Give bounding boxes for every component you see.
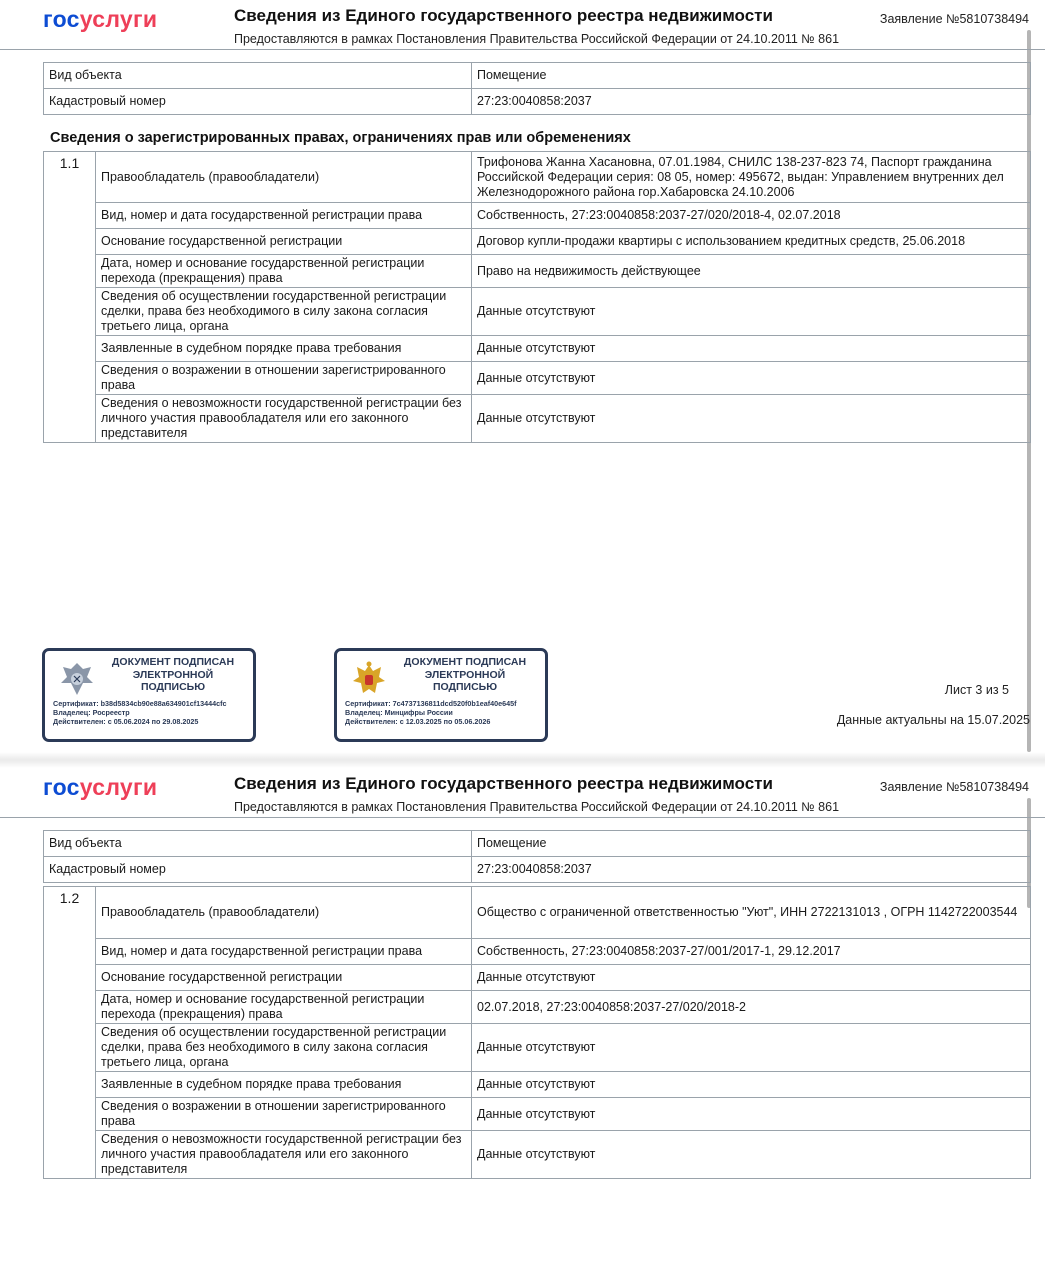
signature-stamp-mincifry (334, 648, 548, 742)
table-row (44, 63, 1031, 89)
cadastral-number-label: Кадастровый номер (44, 89, 472, 115)
cadastral-number-value: 27:23:0040858:2037 (472, 857, 1031, 883)
transfer-label: Дата, номер и основание государственной регистрации перехода (прекращения) права (96, 991, 472, 1024)
table-row (44, 1131, 1031, 1179)
objection-value: Данные отсутствуют (472, 362, 1031, 395)
claims-label: Заявленные в судебном порядке права требования (96, 1072, 472, 1098)
deal-label: Сведения об осуществлении государственной регистрации сделки, права без необходимого в силу закона согласия третьего лица, органа (96, 288, 472, 336)
table-row (44, 965, 1031, 991)
table-row (44, 831, 1031, 857)
stamp-validity: Действителен: с 12.03.2025 по 05.06.2026 (345, 717, 491, 726)
right-registration-label: Вид, номер и дата государственной регистрации права (96, 203, 472, 229)
right-registration-value: Собственность, 27:23:0040858:2037-27/001/2017-1, 29.12.2017 (472, 939, 1031, 965)
table-row (44, 887, 1031, 939)
table-row (44, 1024, 1031, 1072)
stamp-owner: Владелец: Росреестр (53, 708, 130, 717)
stamp-title: ДОКУМЕНТ ПОДПИСАН ЭЛЕКТРОННОЙ ПОДПИСЬЮ (403, 656, 527, 693)
objection-label: Сведения о возражении в отношении зарегистрированного права (96, 1098, 472, 1131)
record-index: 1.2 (44, 887, 96, 1179)
table-row (44, 203, 1031, 229)
table-row (44, 229, 1031, 255)
table-row (44, 336, 1031, 362)
transfer-value: Право на недвижимость действующее (472, 255, 1031, 288)
document-subtitle: Предоставляются в рамках Постановления Правительства Российской Федерации от 24.10.2011 № 861 (234, 32, 840, 46)
table-row (44, 857, 1031, 883)
right-registration-value: Собственность, 27:23:0040858:2037-27/020/2018-4, 02.07.2018 (472, 203, 1031, 229)
stamp-certificate: Сертификат: b38d5834cb90e88a634901cf13444cfc (53, 699, 227, 708)
rights-section-title: Сведения о зарегистрированных правах, ограничениях прав или обременениях (50, 130, 631, 146)
sheet-number: Лист 3 из 5 (944, 683, 1009, 697)
gosuslugi-logo: госуслуги (43, 6, 158, 32)
impossibility-label: Сведения о невозможности государственной регистрации без личного участия правообладателя или его законного представителя (96, 395, 472, 443)
page-header (0, 768, 1045, 818)
page-separator (0, 752, 1045, 768)
holder-value: Общество с ограниченной ответственностью "Уют", ИНН 2722131013 , ОГРН 1142722003544 (472, 887, 1031, 939)
object-type-label: Вид объекта (44, 831, 472, 857)
registration-basis-label: Основание государственной регистрации (96, 229, 472, 255)
stamp-certificate: Сертификат: 7c4737136811dcd520f0b1eaf40e645f (345, 699, 517, 708)
document-subtitle: Предоставляются в рамках Постановления Правительства Российской Федерации от 24.10.2011 № 861 (234, 800, 840, 814)
claims-value: Данные отсутствуют (472, 1072, 1031, 1098)
deal-label: Сведения об осуществлении государственной регистрации сделки, права без необходимого в силу закона согласия третьего лица, органа (96, 1024, 472, 1072)
registration-basis-value: Данные отсутствуют (472, 965, 1031, 991)
cadastral-number-label: Кадастровый номер (44, 857, 472, 883)
table-row (44, 288, 1031, 336)
gosuslugi-logo: госуслуги (43, 774, 158, 800)
object-type-label: Вид объекта (44, 63, 472, 89)
document-title: Сведения из Единого государственного реестра недвижимости (234, 774, 773, 793)
rosreestr-emblem-icon (57, 659, 97, 699)
impossibility-label: Сведения о невозможности государственной регистрации без личного участия правообладателя или его законного представителя (96, 1131, 472, 1179)
record-index: 1.1 (44, 152, 96, 443)
registration-basis-value: Договор купли-продажи квартиры с использованием кредитных средств, 25.06.2018 (472, 229, 1031, 255)
object-info-table (43, 830, 1031, 883)
signature-stamp-rosreestr (42, 648, 256, 742)
stamp-owner: Владелец: Минцифры России (345, 708, 453, 717)
objection-value: Данные отсутствуют (472, 1098, 1031, 1131)
table-row (44, 255, 1031, 288)
deal-value: Данные отсутствуют (472, 288, 1031, 336)
rights-record-table (43, 151, 1031, 443)
right-registration-label: Вид, номер и дата государственной регистрации права (96, 939, 472, 965)
holder-label: Правообладатель (правообладатели) (96, 152, 472, 203)
transfer-value: 02.07.2018, 27:23:0040858:2037-27/020/2018-2 (472, 991, 1031, 1024)
stamp-validity: Действителен: с 05.06.2024 по 29.08.2025 (53, 717, 199, 726)
table-row (44, 991, 1031, 1024)
table-row (44, 152, 1031, 203)
object-type-value: Помещение (472, 63, 1031, 89)
object-info-table (43, 62, 1031, 115)
impossibility-value: Данные отсутствуют (472, 395, 1031, 443)
transfer-label: Дата, номер и основание государственной регистрации перехода (прекращения) права (96, 255, 472, 288)
object-type-value: Помещение (472, 831, 1031, 857)
data-actual-date: Данные актуальны на 15.07.2025 (836, 713, 1030, 727)
table-row (44, 1098, 1031, 1131)
claims-label: Заявленные в судебном порядке права требования (96, 336, 472, 362)
application-number: Заявление №5810738494 (879, 12, 1029, 26)
document-title: Сведения из Единого государственного реестра недвижимости (234, 6, 773, 25)
application-number: Заявление №5810738494 (879, 780, 1029, 794)
table-row (44, 89, 1031, 115)
deal-value: Данные отсутствуют (472, 1024, 1031, 1072)
objection-label: Сведения о возражении в отношении зарегистрированного права (96, 362, 472, 395)
stamp-title: ДОКУМЕНТ ПОДПИСАН ЭЛЕКТРОННОЙ ПОДПИСЬЮ (111, 656, 235, 693)
table-row (44, 1072, 1031, 1098)
page-header (0, 0, 1045, 50)
table-row (44, 395, 1031, 443)
table-row (44, 362, 1031, 395)
claims-value: Данные отсутствуют (472, 336, 1031, 362)
cadastral-number-value: 27:23:0040858:2037 (472, 89, 1031, 115)
rights-record-table (43, 886, 1031, 1179)
impossibility-value: Данные отсутствуют (472, 1131, 1031, 1179)
document-page-4 (0, 768, 1045, 1280)
russian-coat-of-arms-icon (349, 659, 389, 699)
holder-value: Трифонова Жанна Хасановна, 07.01.1984, СНИЛС 138-237-823 74, Паспорт гражданина Российской Федерации серия: 08 05, номер: 495672, выдан: Управлением внутренних дел Железнодорожного района гор.Хабаровска 24.10.2006 (472, 152, 1031, 203)
holder-label: Правообладатель (правообладатели) (96, 887, 472, 939)
table-row (44, 939, 1031, 965)
registration-basis-label: Основание государственной регистрации (96, 965, 472, 991)
